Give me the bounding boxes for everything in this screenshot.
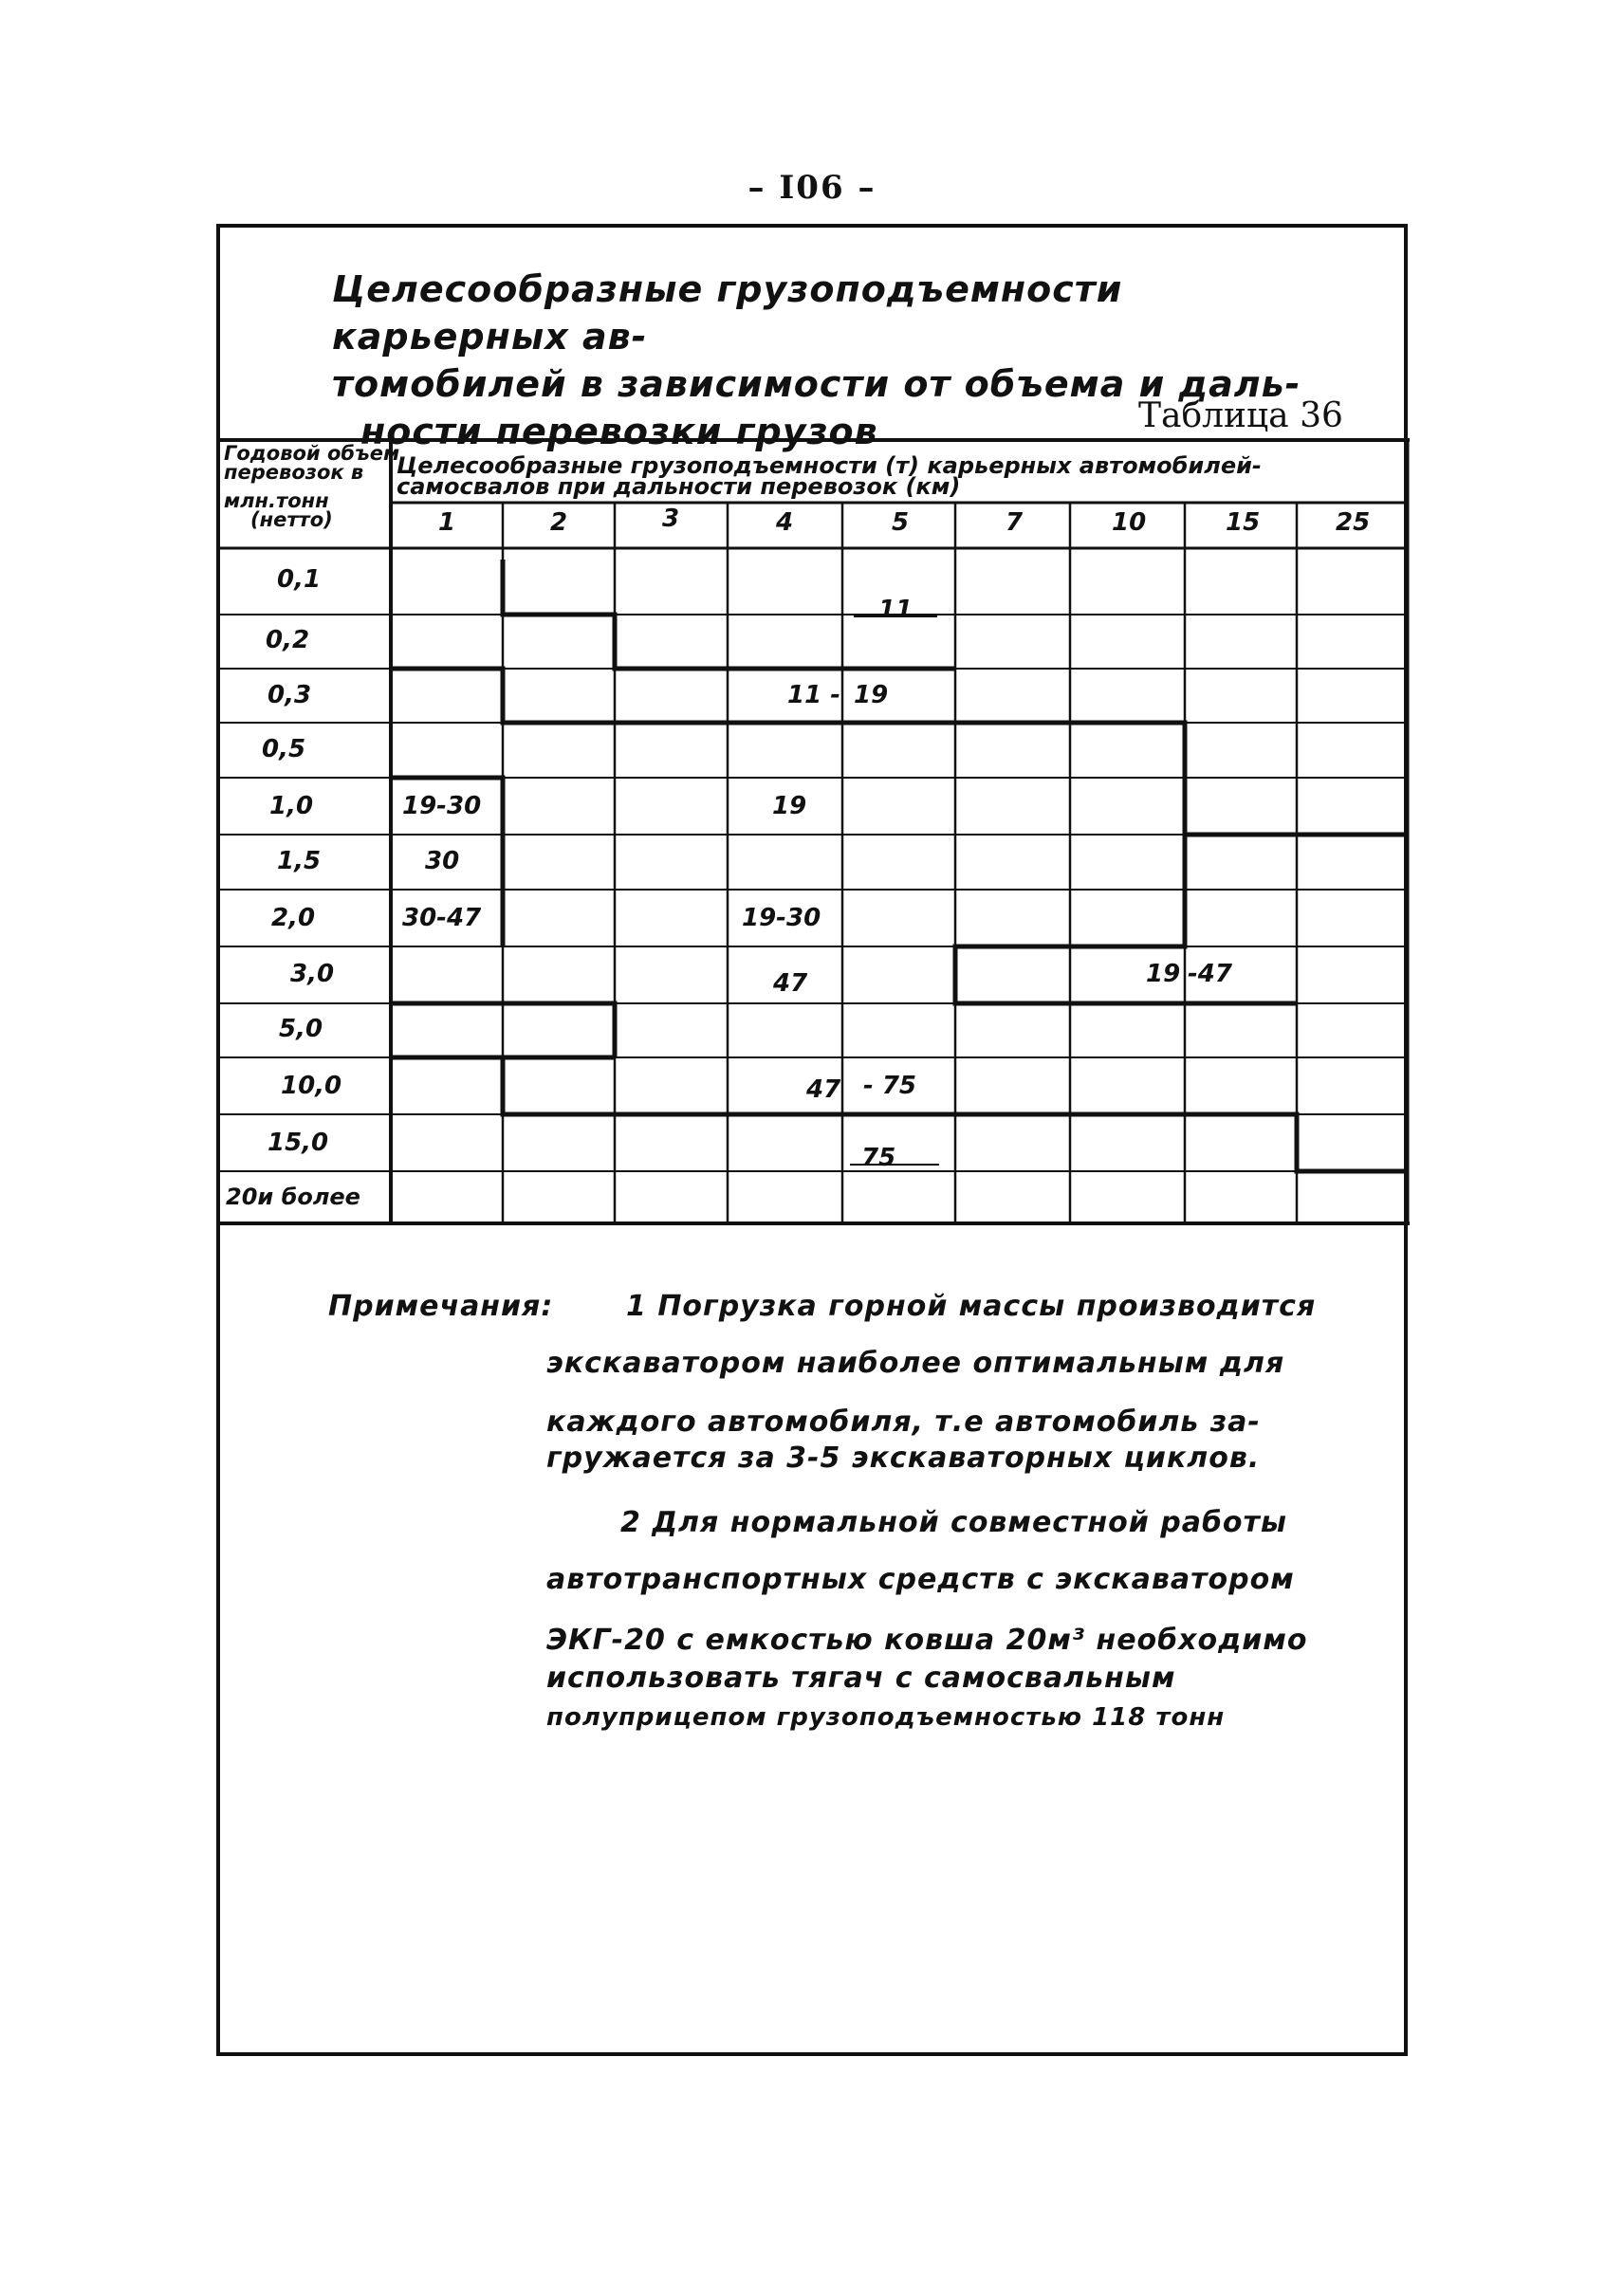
row-header-line-3: млн.тонн — [224, 489, 329, 512]
cell-value: 19 — [772, 792, 807, 820]
note-line: 1 Погрузка горной массы производится — [626, 1290, 1317, 1323]
volume-label: 0,1 — [277, 565, 322, 594]
row-header-line-1: Годовой объем — [224, 442, 400, 465]
distance-label-7: 7 — [1006, 508, 1024, 537]
title-line-2: томобилей в зависимости от объема и даль- — [332, 363, 1301, 405]
cell-value: 19 — [854, 681, 889, 709]
volume-label: 15,0 — [268, 1129, 329, 1157]
cell-value: 75 — [861, 1144, 896, 1172]
cell-value: - 75 — [863, 1072, 917, 1100]
volume-label: 3,0 — [290, 960, 335, 988]
row-header-label — [224, 444, 399, 529]
column-header-line-2: самосвалов при дальности перевозок (км) — [397, 473, 961, 500]
note-line: использовать тягач с самосвальным — [546, 1662, 1176, 1695]
cell-value: 11 — [878, 596, 914, 624]
volume-label: 5,0 — [279, 1015, 323, 1043]
volume-label: 20и более — [226, 1184, 360, 1210]
page-number: – I06 – — [747, 169, 877, 207]
distance-label-3: 3 — [662, 505, 680, 533]
cell-value: 47 — [773, 969, 808, 998]
cell-value: 30 — [425, 847, 460, 875]
cell-value: 19-30 — [742, 904, 821, 932]
volume-label: 0,3 — [268, 681, 312, 709]
volume-label: 10,0 — [281, 1072, 342, 1100]
cell-value: 11 - — [787, 681, 841, 709]
note-line: каждого автомобиля, т.е автомобиль за- — [546, 1405, 1261, 1439]
note-line: ЭКГ-20 с емкостью ковша 20м³ необходимо — [546, 1624, 1308, 1657]
column-header-line-1: Целесообразные грузоподъемности (т) карьерных автомобилей- — [397, 452, 1262, 479]
distance-label-2: 2 — [550, 508, 568, 537]
row-header-line-2: перевозок в — [224, 461, 364, 484]
volume-label: 0,5 — [262, 735, 306, 763]
distance-label-15: 15 — [1226, 508, 1261, 537]
table-label: Таблица 36 — [1138, 396, 1343, 435]
note-line: полуприцепом грузоподъемностью 118 тонн — [546, 1703, 1226, 1732]
note-line: 2 Для нормальной совместной работы — [620, 1506, 1288, 1539]
note-line: автотранспортных средств с экскаватором — [546, 1563, 1295, 1596]
notes-label: Примечания: — [328, 1290, 554, 1323]
row-header-line-4: (нетто) — [250, 508, 333, 531]
distance-label-25: 25 — [1336, 508, 1371, 537]
volume-label: 1,0 — [269, 792, 314, 820]
title-line-1: Целесообразные грузоподъемности карьерных ав- — [332, 268, 1123, 358]
boundary-47e — [955, 948, 1297, 1003]
cell-value: 19 — [1146, 960, 1181, 988]
distance-label-10: 10 — [1112, 508, 1147, 537]
cell-value: 47 — [806, 1075, 841, 1104]
note-line: гружается за 3-5 экскаваторных циклов. — [546, 1442, 1261, 1475]
boundary-11-19 — [391, 669, 1408, 835]
distance-label-4: 4 — [776, 508, 794, 537]
cell-value: -47 — [1188, 960, 1232, 988]
volume-label: 1,5 — [277, 847, 322, 875]
cell-value: 19-30 — [402, 792, 482, 820]
note-line: экскаватором наиболее оптимальным для — [546, 1347, 1285, 1380]
title-line-3: ности перевозки грузов — [360, 411, 878, 452]
distance-label-5: 5 — [892, 508, 910, 537]
cell-value: 30-47 — [402, 904, 482, 932]
boundary-47d — [955, 948, 1070, 1003]
distance-label-1: 1 — [438, 508, 456, 537]
column-header-label — [397, 452, 1262, 500]
volume-label: 2,0 — [271, 904, 316, 932]
volume-label: 0,2 — [266, 626, 310, 654]
